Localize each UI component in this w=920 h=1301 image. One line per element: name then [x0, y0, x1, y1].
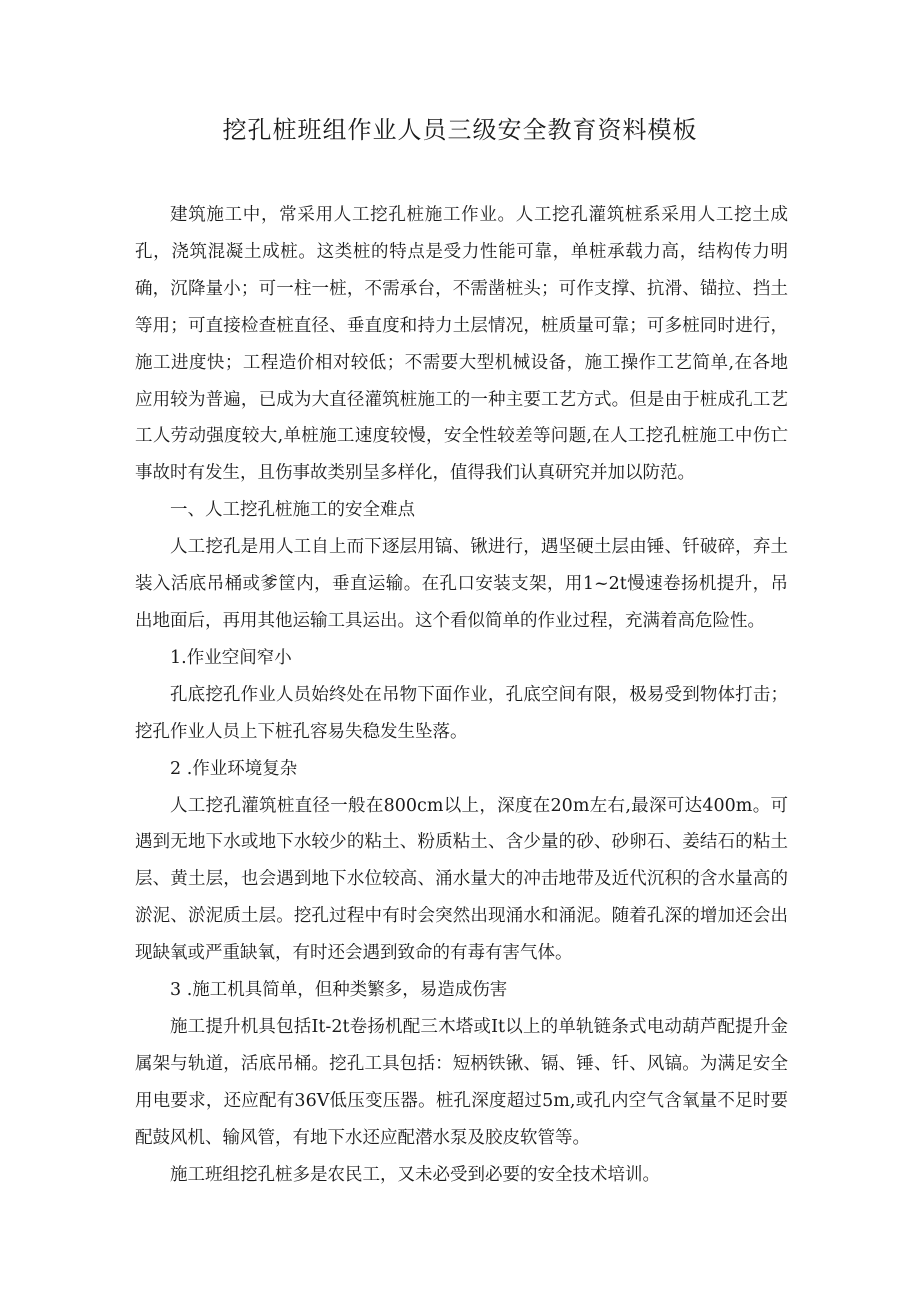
paragraph-process: 人工挖孔是用人工自上而下逐层用镐、锹进行，遇坚硬土层由锤、钎破碎，弃土装入活底吊桶或爹筐内，垂直运输。在孔口安装支架，用1~2t慢速卷扬机提升，吊出地面后，再用其他运输工具运出。这个看似简单的作业过程，充满着高危险性。 — [135, 537, 788, 631]
section-heading-safety-difficulties: 一、人工挖孔桩施工的安全难点 — [170, 500, 415, 521]
paragraph-complex-environment: 人工挖孔灌筑桩直径一般在800cm以上，深度在20m左右,最深可达400m。可遇到无地下水或地下水较少的粘土、粉质粘土、含少量的砂、砂卵石、姜结石的粘土层、黄土层，也会遇到地下水位较高、涌水量大的冲击地带及近代沉积的含水量高的淤泥、淤泥质土层。挖孔过程中有时会突然出现涌水和涌泥。随着孔深的增加还会出现缺氧或严重缺氧，有时还会遇到致命的有毒有害气体。 — [135, 795, 788, 964]
document-title: 挖孔桩班组作业人员三级安全教育资料模板 — [222, 116, 698, 144]
subheading-complex-environment: 2 .作业环境复杂 — [170, 758, 298, 779]
paragraph-narrow-space: 孔底挖孔作业人员始终处在吊物下面作业，孔底空间有限，极易受到物体打击；挖孔作业人员上下桩孔容易失稳发生坠落。 — [135, 684, 788, 742]
document-body — [135, 197, 788, 1193]
subheading-tools: 3 .施工机具简单，但种类繁多，易造成伤害 — [170, 980, 508, 1001]
paragraph-workers: 施工班组挖孔桩多是农民工，又未必受到必要的安全技术培训。 — [170, 1164, 660, 1185]
paragraph-intro: 建筑施工中，常采用人工挖孔桩施工作业。人工挖孔灌筑桩系采用人工挖土成孔，浇筑混凝土成桩。这类桩的特点是受力性能可靠，单桩承载力高，结构传力明确，沉降量小；可一柱一桩，不需承台，不需凿桩头；可作支撑、抗滑、锚拉、挡土等用；可直接检查桩直径、垂直度和持力土层情况，桩质量可靠；可多桩同时进行，施工进度快；工程造价相对较低；不需要大型机械设备，施工操作工艺简单,在各地应用较为普遍，已成为大直径灌筑桩施工的一种主要工艺方式。但是由于桩成孔工艺工人劳动强度较大,单桩施工速度较慢，安全性较差等问题,在人工挖孔桩施工中伤亡事故时有发生，且伤事故类别呈多样化，值得我们认真研究并加以防范。 — [135, 205, 788, 484]
subheading-narrow-space: 1.作业空间窄小 — [170, 647, 292, 668]
paragraph-tools: 施工提升机具包括It-2t卷扬机配三木塔或It以上的单轨链条式电动葫芦配提升金属架与轨道，活底吊桶。挖孔工具包括：短柄铁锹、镉、锤、钎、风镐。为满足安全用电要求，还应配有36V低压变压器。桩孔深度超过5m,或孔内空气含氧量不足时要配鼓风机、输风管，有地下水还应配潜水泵及胶皮软管等。 — [135, 1016, 788, 1148]
